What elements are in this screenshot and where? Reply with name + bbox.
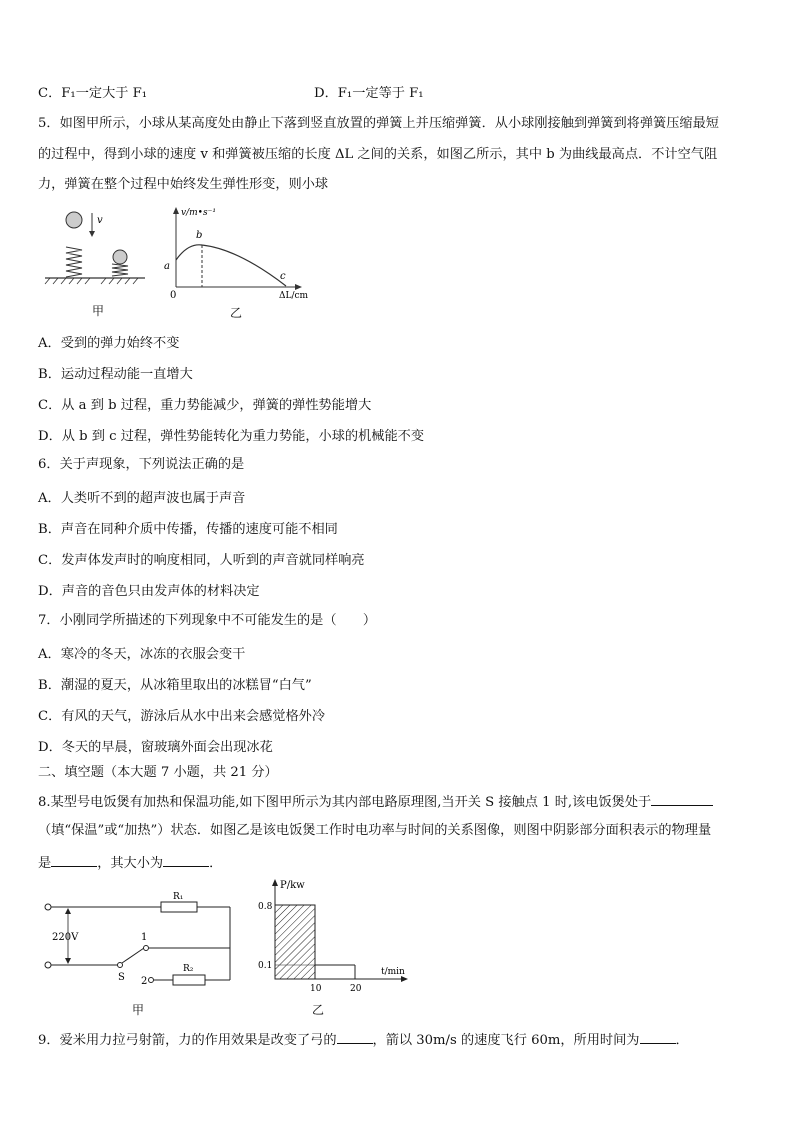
y-axis-label: v/m•s⁻¹ — [181, 208, 216, 218]
resistor-r2 — [173, 975, 205, 985]
r1-label: R₁ — [173, 892, 184, 902]
switch-blade — [122, 948, 144, 963]
q9-text-3: ． — [675, 1033, 689, 1048]
q9-stem — [38, 1030, 689, 1050]
voltage-label: 220V — [52, 932, 79, 943]
contact-2 — [149, 978, 154, 983]
velocity-curve — [176, 245, 286, 286]
q7-option-d: D．冬天的早晨，窗玻璃外面会出现冰花 — [38, 740, 273, 755]
y-tick-0-1: 0.1 — [258, 961, 273, 971]
t-axis-label: t/min — [381, 967, 405, 977]
q8-stem-line2: （填“保温”或“加热”）状态．如图乙是该电饭煲工作时电功率与时间的关系图像，则图中阴影部分面积表示的物理量 — [38, 823, 712, 838]
origin-label: 0 — [170, 290, 177, 300]
q8-blank-3[interactable] — [163, 853, 209, 867]
q8-line1-text: 8.某型号电饭煲有加热和保温功能,如下图甲所示为其内部电路原理图,当开关 S 接触点 1 时,该电饭煲处于 — [38, 795, 652, 810]
x-tick-20: 20 — [350, 984, 362, 994]
q9-blank-2[interactable] — [640, 1030, 676, 1044]
q5-option-c: C．从 a 到 b 过程，重力势能减少，弹簧的弹性势能增大 — [38, 398, 372, 413]
x-tick-10: 10 — [310, 984, 322, 994]
heating-shaded-area — [275, 905, 315, 979]
point-c-label: c — [280, 271, 286, 282]
q6-option-c: C．发声体发声时的响度相同，人听到的声音就同样响亮 — [38, 553, 365, 568]
contact-2-label: 2 — [141, 976, 148, 987]
q5-option-b: B．运动过程动能一直增大 — [38, 367, 193, 382]
q8-power-time-graph — [255, 876, 415, 996]
q5-stem-line3: 力，弹簧在整个过程中始终发生弹性形变，则小球 — [38, 177, 329, 192]
x-axis-label: ΔL/cm — [279, 291, 309, 300]
r2-label: R₂ — [183, 964, 194, 974]
q5-figure-jia — [40, 205, 150, 300]
q6-option-d: D．声音的音色只由发声体的材料决定 — [38, 584, 260, 599]
q5-stem-line1: 5．如图甲所示，小球从某高度处由静止下落到竖直放置的弹簧上并压缩弹簧．从小球刚接触到弹簧到将弹簧压缩最短 — [38, 116, 719, 131]
switch-label: S — [118, 972, 125, 983]
q4-option-c: C．F₁一定大于 F₁ — [38, 86, 148, 101]
q8-stem-line3 — [38, 853, 222, 873]
q9-text-1: 9．爱米用力拉弓射箭，力的作用效果是改变了弓的 — [38, 1033, 337, 1048]
q5-figure-yi — [158, 205, 323, 300]
q5-option-a: A．受到的弹力始终不变 — [38, 336, 180, 351]
switch-pivot — [118, 963, 123, 968]
q5-option-d: D．从 b 到 c 过程，弹性势能转化为重力势能，小球的机械能不变 — [38, 429, 425, 444]
q9-blank-1[interactable] — [337, 1030, 373, 1044]
terminal-bottom — [45, 962, 51, 968]
q7-option-b: B．潮湿的夏天，从冰箱里取出的冰糕冒“白气” — [38, 678, 312, 693]
point-a-label: a — [164, 261, 170, 272]
q8-line3-text-c: ． — [209, 856, 223, 871]
contact-1-label: 1 — [141, 932, 148, 943]
terminal-top — [45, 904, 51, 910]
q5-stem-line2: 的过程中，得到小球的速度 v 和弹簧被压缩的长度 ΔL 之间的关系，如图乙所示，其中 b 为曲线最高点．不计空气阻 — [38, 147, 718, 162]
velocity-label: v — [97, 215, 103, 226]
contact-1 — [144, 946, 149, 951]
falling-ball — [66, 212, 82, 228]
resistor-r1 — [161, 902, 197, 912]
q6-option-a: A．人类听不到的超声波也属于声音 — [38, 491, 246, 506]
q9-text-2: ，箭以 30m/s 的速度飞行 60m，所用时间为 — [372, 1033, 640, 1048]
y-tick-0-8: 0.8 — [258, 902, 273, 912]
q6-option-b: B．声音在同种介质中传播，传播的速度可能不相同 — [38, 522, 338, 537]
q5-fig-yi-caption: 乙 — [230, 306, 243, 320]
q8-blank-2[interactable] — [51, 853, 97, 867]
q8-line3-text-b: ，其大小为 — [97, 856, 164, 871]
q8-blank-1[interactable] — [651, 792, 713, 806]
q8-circuit-caption: 甲 — [132, 1003, 145, 1017]
q7-option-a: A．寒冷的冬天，冰冻的衣服会变干 — [38, 647, 246, 662]
q7-option-c: C．有风的天气，游泳后从水中出来会感觉格外冷 — [38, 709, 326, 724]
p-axis-label: P/kw — [280, 880, 305, 891]
spring-1 — [66, 247, 82, 277]
q4-option-d: D．F₁一定等于 F₁ — [314, 86, 424, 101]
q5-fig-jia-caption: 甲 — [92, 304, 105, 318]
q6-stem: 6．关于声现象，下列说法正确的是 — [38, 457, 245, 472]
ball-on-spring — [113, 250, 127, 264]
q7-stem: 7．小刚同学所描述的下列现象中不可能发生的是（ ） — [38, 613, 377, 628]
point-b-label: b — [196, 230, 203, 241]
section-2-header: 二、填空题（本大题 7 小题，共 21 分） — [38, 765, 278, 780]
q8-line3-text-a: 是 — [38, 856, 52, 871]
q8-graph-caption: 乙 — [312, 1003, 325, 1017]
q8-stem-line1 — [38, 792, 713, 812]
q8-circuit-diagram — [38, 886, 243, 996]
spring-2 — [112, 264, 128, 276]
